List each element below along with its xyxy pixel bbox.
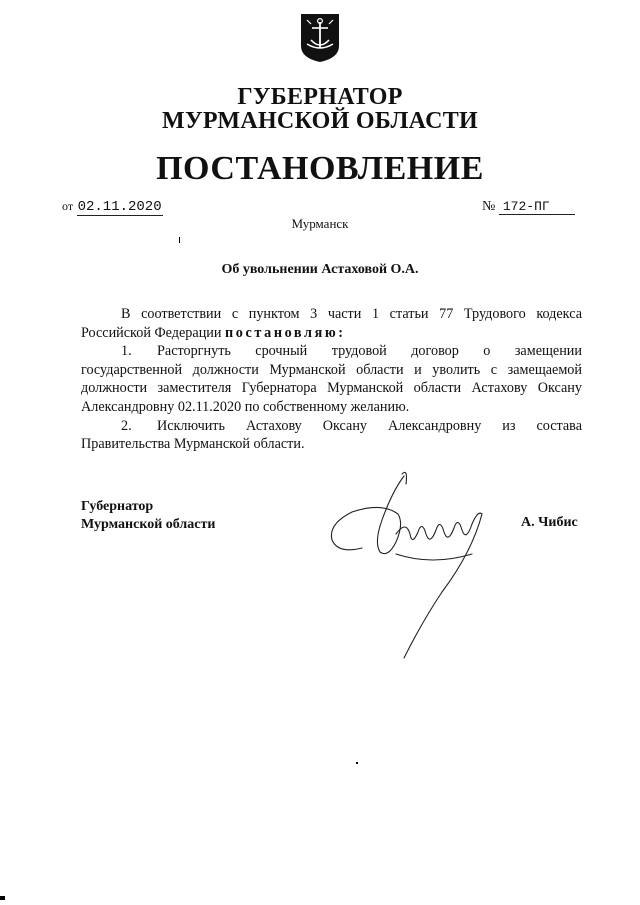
item-number: 2. [121,417,132,434]
document-body [81,305,582,454]
document-subject: Об увольнении Астаховой О.А. [221,262,419,277]
number-prefix: № [482,199,496,214]
scan-mark [0,896,5,900]
scan-mark [179,237,180,243]
document-date: 02.11.2020 [77,199,162,215]
intro-paragraph [81,305,582,342]
handwritten-signature [322,462,494,672]
number-row [482,199,575,215]
murmansk-coat-of-arms-icon [299,12,341,64]
header-title-line2: МУРМАНСКОЙ ОБЛАСТИ [162,108,478,134]
list-item [81,342,582,416]
item-text: Исключить Астахову Оксану Александровну из состава Правительства Мурманской области. [81,417,582,453]
list-item [81,417,582,454]
date-prefix: от [62,199,74,213]
signatory-name: А. Чибис [521,515,578,530]
document-type-heading: ПОСТАНОВЛЕНИЕ [156,150,484,187]
intro-text: В соответствии с пунктом 3 части 1 статьи 77 Трудового кодекса Российской Федерации [81,306,582,341]
date-row [62,199,163,215]
city: Мурманск [291,216,349,231]
document-number: 172-ПГ [499,199,575,215]
item-text: Расторгнуть срочный трудовой договор о замещении государственной должности Мурманской области и уволить с замещаемой должности заместителя Губернатора Мурманской области Астахову Оксану Александровну 02.11.2020 по собственному желанию. [81,343,582,415]
position-line1: Губернатор [81,499,154,514]
signatory-position [81,498,215,534]
scan-mark [356,762,358,764]
resolve-word: постановляю: [225,324,346,341]
position-line2: Мурманской области [81,517,216,532]
header-title-line1: ГУБЕРНАТОР [237,84,403,110]
item-number: 1. [121,343,132,360]
